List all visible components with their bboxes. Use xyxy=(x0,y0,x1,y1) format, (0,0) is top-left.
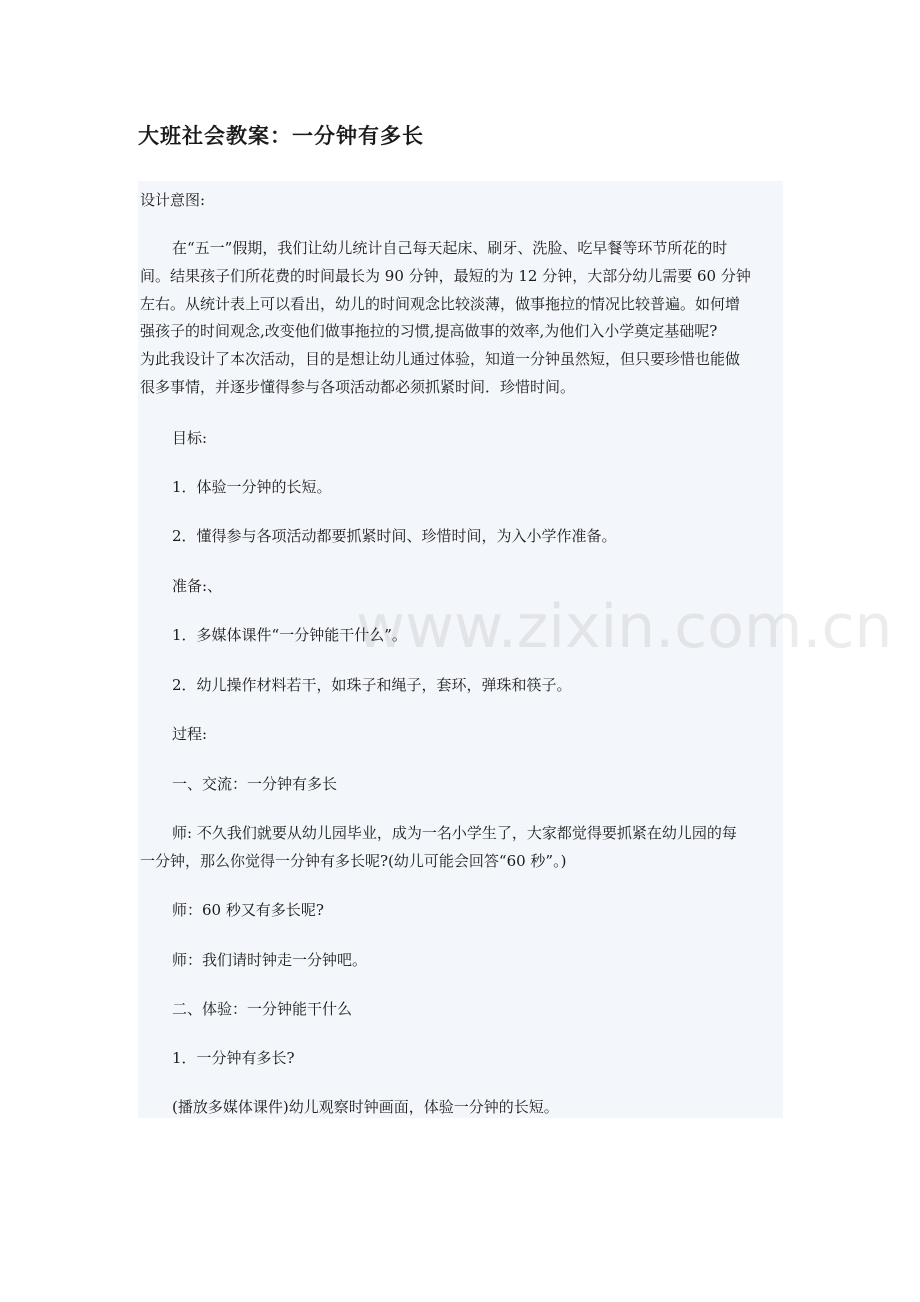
prep-2: 2．幼儿操作材料若干，如珠子和绳子，套环，弹珠和筷子。 xyxy=(172,676,572,694)
step-2-sub-1: 1．一分钟有多长? xyxy=(172,1049,295,1067)
goal-2: 2．懂得参与各项活动都要抓紧时间、珍惜时间，为入小学作准备。 xyxy=(172,527,617,545)
design-line-3: 左右。从统计表上可以看出，幼儿的时间观念比较淡薄，做事拖拉的情况比较普遍。如何增 xyxy=(140,295,741,313)
prep-1: 1．多媒体课件“一分钟能干什么”。 xyxy=(172,626,407,644)
step-2-heading: 二、体验：一分钟能干什么 xyxy=(172,1000,353,1018)
design-line-4: 强孩子的时间观念,改变他们做事拖拉的习惯,提高做事的效率,为他们入小学奠定基础呢? xyxy=(140,322,718,340)
goal-1: 1．体验一分钟的长短。 xyxy=(172,478,332,496)
design-line-6: 很多事情，并逐步懂得参与各项活动都必须抓紧时间．珍惜时间。 xyxy=(140,378,576,396)
teacher-line-1: 师: 不久我们就要从幼儿园毕业，成为一名小学生了，大家都觉得要抓紧在幼儿园的每 xyxy=(172,824,737,842)
design-line-1: 在“五一”假期，我们让幼儿统计自己每天起床、刷牙、洗脸、吃早餐等环节所花的时 xyxy=(172,239,728,257)
process-heading: 过程: xyxy=(172,725,208,743)
step-1-heading: 一、交流：一分钟有多长 xyxy=(172,775,338,793)
step-2-note: (播放多媒体课件)幼儿观察时钟画面，体验一分钟的长短。 xyxy=(172,1098,559,1116)
page-title: 大班社会教案：一分钟有多长 xyxy=(138,123,424,148)
design-line-2: 间。结果孩子们所花费的时间最长为 90 分钟，最短的为 12 分钟，大部分幼儿需要 60 分钟 xyxy=(140,267,751,285)
prep-heading: 准备:、 xyxy=(172,577,223,595)
design-line-5: 为此我设计了本次活动，目的是想让幼儿通过体验，知道一分钟虽然短，但只要珍惜也能做 xyxy=(140,350,741,368)
teacher-line-2: 一分钟，那么你觉得一分钟有多长呢?(幼儿可能会回答“60 秒”。) xyxy=(140,852,567,870)
teacher-question: 师：60 秒又有多长呢? xyxy=(172,901,324,919)
goals-heading: 目标: xyxy=(172,429,208,447)
watermark: www.zixin.com.cn xyxy=(356,592,893,662)
teacher-clock: 师：我们请时钟走一分钟吧。 xyxy=(172,951,368,969)
design-heading: 设计意图: xyxy=(140,191,206,209)
